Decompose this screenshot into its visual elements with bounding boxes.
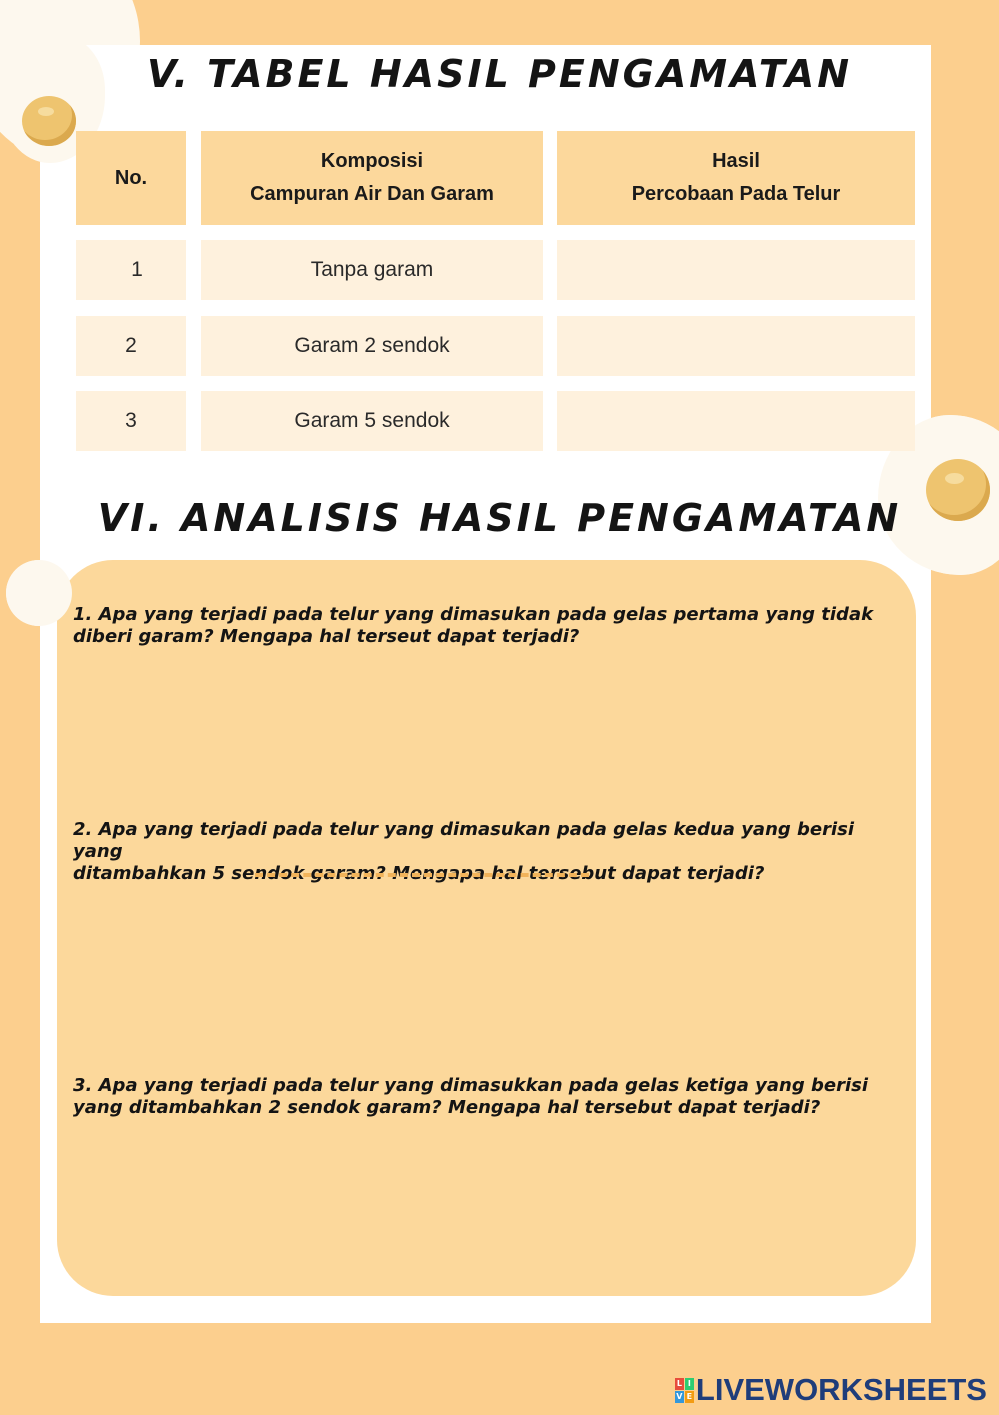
table-row-1-hasil-input[interactable] — [557, 240, 915, 300]
analysis-section-title: VI. ANALISIS HASIL PENGAMATAN — [97, 496, 902, 540]
table-header-hasil — [557, 131, 915, 225]
table-header-no-label: No. — [114, 166, 148, 189]
liveworksheets-wordmark: LIVEWORKSHEETS — [695, 1372, 987, 1407]
question-3 — [73, 1075, 903, 1119]
table-row-3-hasil-input[interactable] — [557, 391, 915, 451]
logo-letter-l: L — [676, 1379, 682, 1388]
logo-letter-v: V — [676, 1392, 683, 1401]
table-row-2-no: 2 — [76, 316, 186, 376]
answer-1-area[interactable] — [73, 655, 893, 795]
question-1-line1: 1. Apa yang terjadi pada telur yang dimasukan pada gelas pertama yang tidak — [73, 604, 874, 625]
table-row-2-komposisi: Garam 2 sendok — [201, 316, 543, 376]
table-section-title: V. TABEL HASIL PENGAMATAN — [146, 52, 853, 96]
table-row-3-no: 3 — [76, 391, 186, 451]
logo-letter-i: I — [685, 1378, 694, 1390]
question-2-line2: ditambahkan 5 sendok garam? Mengapa hal tersebut dapat terjadi? — [73, 863, 765, 884]
table-header-komposisi — [201, 131, 543, 225]
table-header-no — [76, 131, 186, 225]
table-row-2-hasil-input[interactable] — [557, 316, 915, 376]
table-header-hasil-line1: Hasil — [712, 150, 760, 172]
table-row-3-komposisi: Garam 5 sendok — [201, 391, 543, 451]
answer-2-dashed-line — [255, 873, 589, 877]
answer-3-area[interactable] — [73, 1130, 893, 1280]
table-header-hasil-line2: Percobaan Pada Telur — [631, 183, 841, 205]
question-2-line1: 2. Apa yang terjadi pada telur yang dimasukan pada gelas kedua yang berisi yang — [73, 819, 855, 862]
question-1-line2: diberi garam? Mengapa hal terseut dapat terjadi? — [73, 626, 580, 647]
table-row-1-no: 1 — [76, 240, 186, 300]
question-3-line1: 3. Apa yang terjadi pada telur yang dimasukkan pada gelas ketiga yang berisi — [73, 1075, 868, 1096]
liveworksheets-logo-icon — [675, 1378, 694, 1403]
table-header-komposisi-line1: Komposisi — [320, 150, 424, 172]
liveworksheets-brand — [675, 1372, 987, 1408]
egg-white-left-icon — [6, 560, 72, 626]
table-row-1-komposisi: Tanpa garam — [201, 240, 543, 300]
egg-yolk-top-left-icon — [22, 96, 76, 146]
answer-2-area[interactable] — [73, 885, 893, 1045]
logo-letter-e: E — [686, 1392, 693, 1401]
table-header-komposisi-line2: Campuran Air Dan Garam — [250, 183, 494, 205]
question-1 — [73, 604, 903, 648]
question-3-line2: yang ditambahkan 2 sendok garam? Mengapa hal tersebut dapat terjadi? — [73, 1097, 821, 1118]
